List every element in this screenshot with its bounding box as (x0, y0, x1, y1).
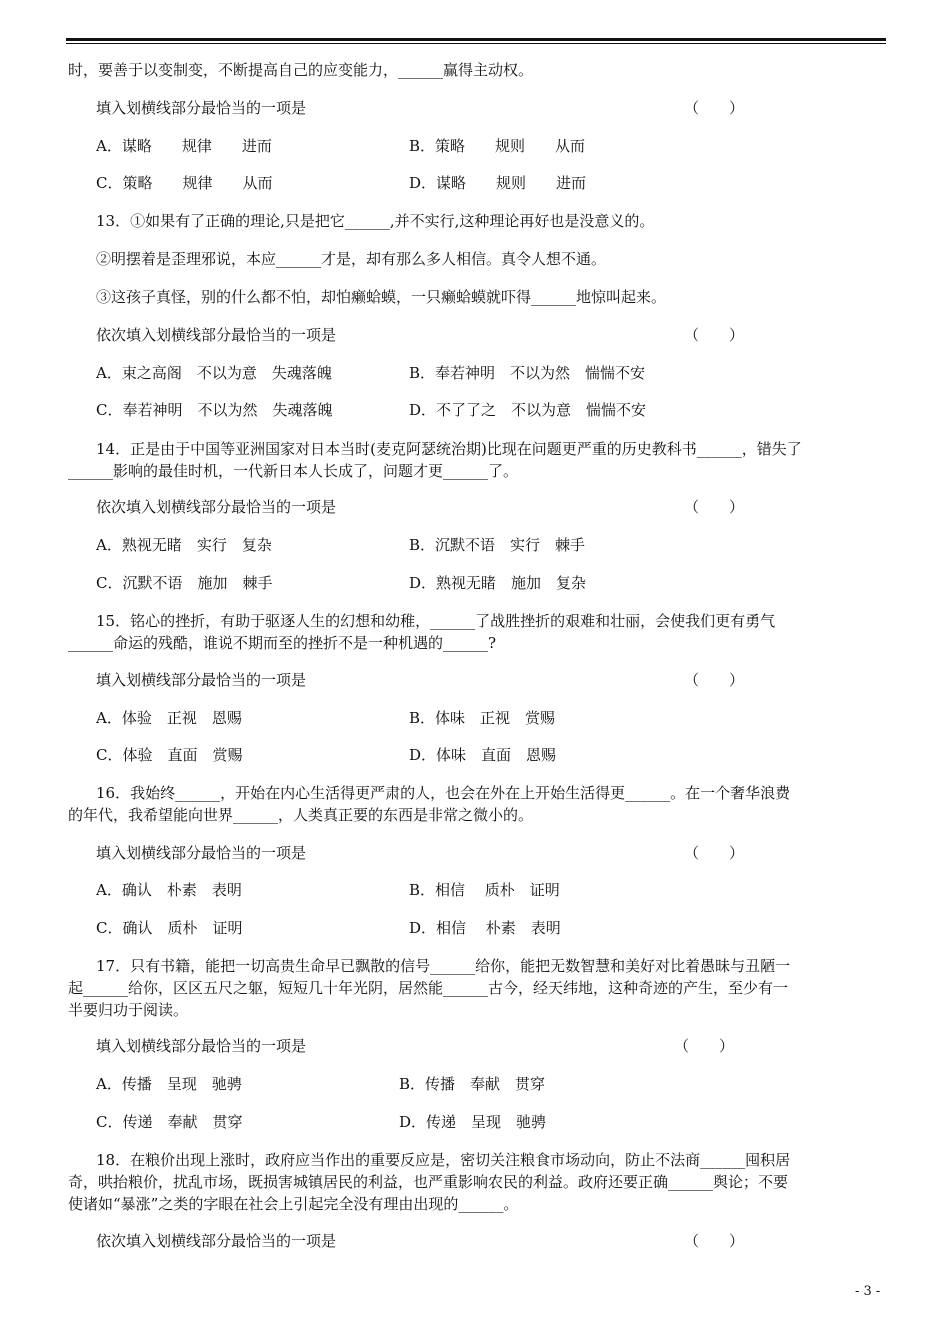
q16-stem-2: 的年代，我希望能向世界______，人类真正要的东西是非常之微小的。 (68, 806, 534, 824)
q14-option-b: B．沉默不语 实行 棘手 (409, 536, 586, 554)
q18-prompt: 依次填入划横线部分最恰当的一项是 (96, 1232, 337, 1250)
q13-option-d: D．不了了之 不以为意 惴惴不安 (409, 401, 647, 419)
q14-prompt: 依次填入划横线部分最恰当的一项是 (96, 498, 337, 516)
q17-stem-3: 半要归功于阅读。 (68, 1001, 189, 1019)
q17-answer-paren: （ ） (674, 1037, 735, 1055)
q13-stem-2: ②明摆着是歪理邪说，本应______才是，却有那么多人相信。真令人想不通。 (96, 250, 607, 268)
q12-stem: 时，要善于以变制变，不断提高自己的应变能力，______赢得主动权。 (68, 61, 534, 79)
q13-answer-paren: （ ） (684, 326, 745, 344)
q15-option-a: A．体验 正视 恩赐 (96, 709, 242, 727)
q13-option-a: A．束之高阁 不以为意 失魂落魄 (96, 364, 332, 382)
q18-stem-1: 18．在粮价出现上涨时，政府应当作出的重要反应是，密切关注粮食市场动向，防止不法商______囤积居 (96, 1151, 791, 1169)
q15-stem-1: 15．铭心的挫折，有助于驱逐人生的幻想和幼稚，______了战胜挫折的艰难和壮丽，会使我们更有勇气 (96, 612, 776, 630)
q17-option-b: B．传播 奉献 贯穿 (399, 1075, 546, 1093)
q16-prompt: 填入划横线部分最恰当的一项是 (96, 844, 307, 862)
q17-option-d: D．传递 呈现 驰骋 (399, 1113, 547, 1131)
q16-option-c: C．确认 质朴 证明 (96, 919, 243, 937)
q16-option-a: A．确认 朴素 表明 (96, 881, 242, 899)
q15-option-d: D．体味 直面 恩赐 (409, 746, 557, 764)
q12-option-b: B．策略 规则 从而 (409, 137, 586, 155)
q15-option-c: C．体验 直面 赏赐 (96, 746, 243, 764)
q17-stem-2: 起______给你，区区五尺之躯，短短几十年光阴，居然能______古今，经天纬地，这种奇迹的产生，至少有一 (68, 979, 789, 997)
q13-stem-3: ③这孩子真怪，别的什么都不怕，却怕癞蛤蟆，一只癞蛤蟆就吓得______地惊叫起来。 (96, 288, 667, 306)
page-number: - 3 - (855, 1284, 881, 1299)
q15-answer-paren: （ ） (684, 671, 745, 689)
q13-stem-1: 13．①如果有了正确的理论,只是把它______,并不实行,这种理论再好也是没意义的。 (96, 212, 655, 230)
q14-option-d: D．熟视无睹 施加 复杂 (409, 574, 587, 592)
q13-option-b: B．奉若神明 不以为然 惴惴不安 (409, 364, 646, 382)
q17-option-c: C．传递 奉献 贯穿 (96, 1113, 243, 1131)
q17-option-a: A．传播 呈现 驰骋 (96, 1075, 242, 1093)
q15-prompt: 填入划横线部分最恰当的一项是 (96, 671, 307, 689)
q12-answer-paren: （ ） (684, 99, 745, 117)
q12-option-a: A．谋略 规律 进而 (96, 137, 272, 155)
header-rule-thick (66, 38, 886, 41)
q17-stem-1: 17．只有书籍，能把一切高贵生命早已飘散的信号______给你，能把无数智慧和美好对比着愚昧与丑陋一 (96, 957, 791, 975)
q13-option-c: C．奉若神明 不以为然 失魂落魄 (96, 401, 333, 419)
q17-prompt: 填入划横线部分最恰当的一项是 (96, 1037, 307, 1055)
q16-stem-1: 16．我始终______，开始在内心生活得更严肃的人，也会在外在上开始生活得更______。在一个奢华浪费 (96, 784, 791, 802)
q14-option-c: C．沉默不语 施加 棘手 (96, 574, 273, 592)
q14-stem-2: ______影响的最佳时机，一代新日本人长成了，问题才更______了。 (68, 462, 519, 480)
header-rule-thin (66, 43, 886, 44)
q12-prompt: 填入划横线部分最恰当的一项是 (96, 99, 307, 117)
q18-answer-paren: （ ） (684, 1232, 745, 1250)
q18-stem-3: 使诸如“暴涨”之类的字眼在社会上引起完全没有理由出现的______。 (68, 1195, 519, 1213)
q18-stem-2: 奇，哄抬粮价，扰乱市场，既损害城镇居民的利益，也严重影响农民的利益。政府还要正确______舆论；不要 (68, 1173, 789, 1191)
q13-prompt: 依次填入划横线部分最恰当的一项是 (96, 326, 337, 344)
q16-option-d: D．相信 朴素 表明 (409, 919, 561, 937)
q12-option-d: D．谋略 规则 进而 (409, 174, 587, 192)
q16-option-b: B．相信 质朴 证明 (409, 881, 560, 899)
q16-answer-paren: （ ） (684, 844, 745, 862)
q15-stem-2: ______命运的残酷，谁说不期而至的挫折不是一种机遇的______? (68, 634, 497, 652)
q12-option-c: C．策略 规律 从而 (96, 174, 273, 192)
q14-option-a: A．熟视无睹 实行 复杂 (96, 536, 272, 554)
q14-stem-1: 14．正是由于中国等亚洲国家对日本当时(麦克阿瑟统治期)比现在问题更严重的历史教科书______，错失了 (96, 440, 802, 458)
q15-option-b: B．体味 正视 赏赐 (409, 709, 556, 727)
q14-answer-paren: （ ） (684, 498, 745, 516)
